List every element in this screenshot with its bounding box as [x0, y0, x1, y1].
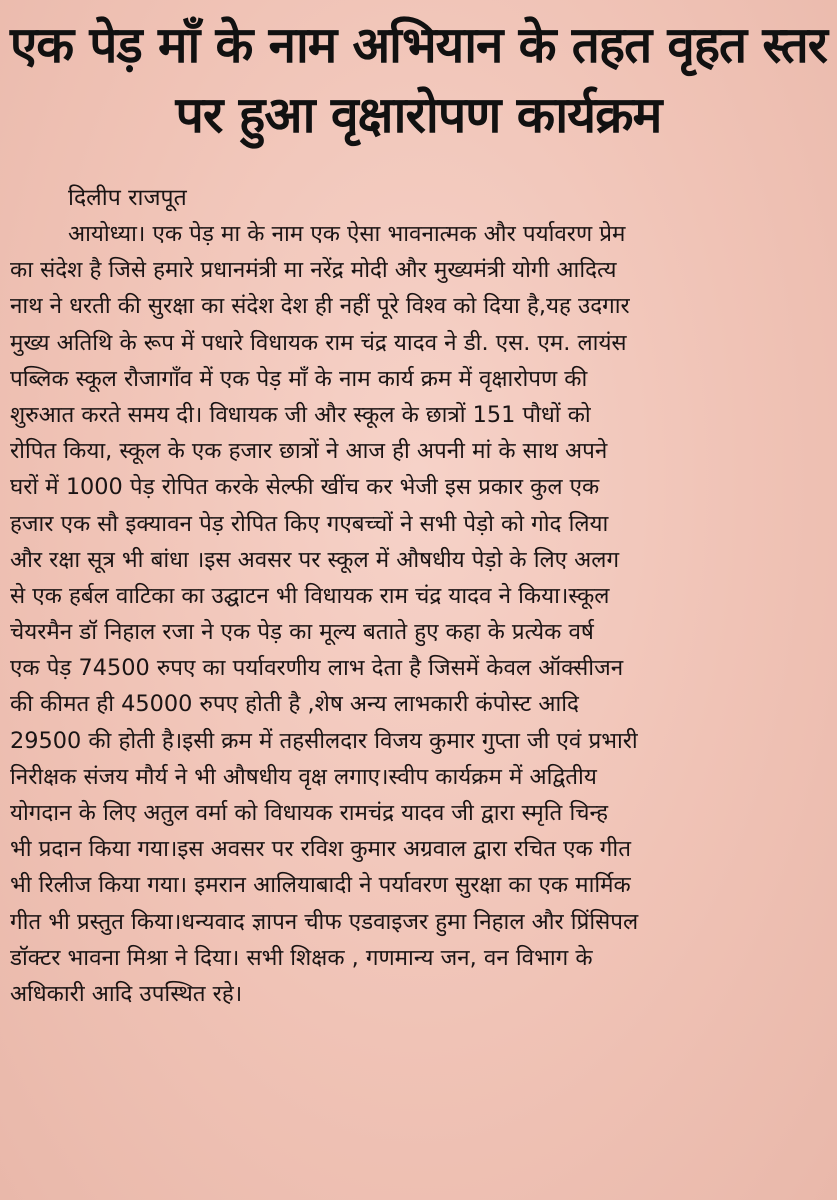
article-line: योगदान के लिए अतुल वर्मा को विधायक रामचंद्र यादव जी द्वारा स्मृति चिन्ह [10, 800, 609, 826]
article-line: की कीमत ही 45000 रुपए होती है ,शेष अन्य लाभकारी कंपोस्ट आदि [10, 691, 579, 718]
article-line: पब्लिक स्कूल रौजागाँव में एक पेड़ माँ के नाम कार्य क्रम में वृक्षारोपण की [10, 365, 588, 392]
article-line: का संदेश है जिसे हमारे प्रधानमंत्री मा नरेंद्र मोदी और मुख्यमंत्री योगी आदित्य [10, 257, 617, 284]
headline [10, 10, 827, 150]
article-line: चेयरमैन डॉ निहाल रजा ने एक पेड़ का मूल्य बताते हुए कहा के प्रत्येक वर्ष [10, 619, 594, 646]
article-body [10, 216, 827, 1012]
headline-line-1: एक पेड़ माँ के नाम अभियान के तहत वृहत स्तर [10, 16, 827, 74]
article-line: आयोध्या। एक पेड़ मा के नाम एक ऐसा भावनात्मक और पर्यावरण प्रेम [68, 221, 626, 247]
article-line: भी प्रदान किया गया।इस अवसर पर रविश कुमार अग्रवाल द्वारा रचित एक गीत [10, 836, 631, 863]
article-line: शुरुआत करते समय दी। विधायक जी और स्कूल के छात्रों 151 पौधों को [10, 401, 591, 428]
article-line: 29500 की होती है।इसी क्रम में तहसीलदार विजय कुमार गुप्ता जी एवं प्रभारी [10, 727, 638, 754]
article-line: निरीक्षक संजय मौर्य ने भी औषधीय वृक्ष लगाए।स्वीप कार्यक्रम में अद्वितीय [10, 763, 597, 790]
article-line: अधिकारी आदि उपस्थित रहे। [10, 980, 243, 1007]
headline-line-2: पर हुआ वृक्षारोपण कार्यक्रम [175, 86, 662, 144]
article-line: रोपित किया, स्कूल के एक हजार छात्रों ने आज ही अपनी मां के साथ अपने [10, 438, 608, 465]
article-line: और रक्षा सूत्र भी बांधा ।इस अवसर पर स्कूल में औषधीय पेड़ो के लिए अलग [10, 546, 620, 573]
article-line: मुख्य अतिथि के रूप में पधारे विधायक राम चंद्र यादव ने डी. एस. एम. लायंस [10, 329, 627, 356]
byline: दिलीप राजपूत [68, 185, 187, 211]
article-line: से एक हर्बल वाटिका का उद्घाटन भी विधायक राम चंद्र यादव ने किया।स्कूल [10, 582, 610, 609]
article-line: एक पेड़ 74500 रुपए का पर्यावरणीय लाभ देता है जिसमें केवल ऑक्सीजन [10, 655, 624, 682]
article-line: डॉक्टर भावना मिश्रा ने दिया। सभी शिक्षक , गणमान्य जन, वन विभाग के [10, 944, 593, 971]
article-line: गीत भी प्रस्तुत किया।धन्यवाद ज्ञापन चीफ एडवाइजर हुमा निहाल और प्रिंसिपल [10, 908, 639, 935]
article-line: भी रिलीज किया गया। इमरान आलियाबादी ने पर्यावरण सुरक्षा का एक मार्मिक [10, 872, 631, 899]
article-line: हजार एक सौ इक्यावन पेड़ रोपित किए गएबच्चों ने सभी पेड़ो को गोद लिया [10, 510, 609, 537]
article-line: घरों में 1000 पेड़ रोपित करके सेल्फी खींच कर भेजी इस प्रकार कुल एक [10, 474, 600, 501]
article-line: नाथ ने धरती की सुरक्षा का संदेश देश ही नहीं पूरे विश्व को दिया है,यह उदगार [10, 293, 630, 320]
